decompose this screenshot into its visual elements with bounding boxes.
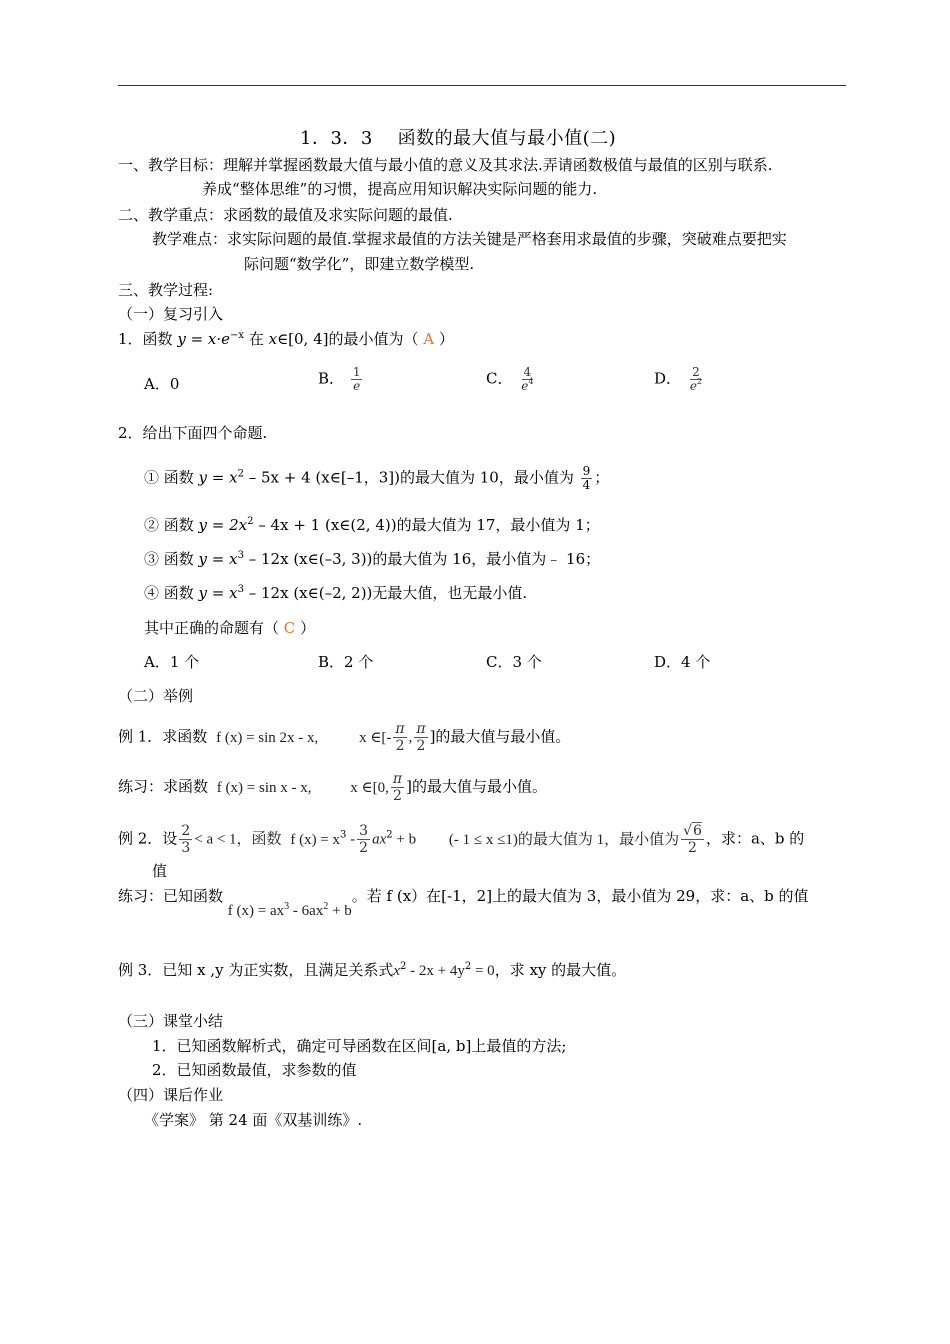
q1-prefix: 1．函数: [118, 330, 173, 348]
p1-rest: – 5x + 4 (x∈[–1，3])的最大值为 10，最小值为: [243, 468, 574, 487]
ex3-mid: - 2x + 4y: [406, 963, 465, 979]
ex2-domain: (- 1 ≤ x ≤1)的最大值为 1，最小值为: [448, 831, 680, 848]
ex2-n: 2: [181, 823, 191, 839]
q1-option-d-den-exp: 2: [696, 377, 703, 386]
header-rule: [118, 85, 846, 86]
p4-prefix: ④ 函数: [144, 584, 199, 602]
p2-prefix: ② 函数: [144, 516, 199, 534]
ex3-rest: ，求 xy 的最大值。: [494, 961, 627, 979]
q1-option-b-frac: [351, 366, 363, 393]
question-1: [118, 329, 454, 349]
q1-option-b: [318, 366, 364, 393]
ex1-prefix: 例 1．求函数: [118, 727, 208, 746]
q1-option-b-label: B．: [318, 369, 345, 388]
q1-option-a: A．0: [144, 375, 180, 393]
ex2-plus-b: + b: [392, 831, 417, 848]
p1-num: 9: [582, 464, 591, 478]
ex3-x: x: [393, 963, 400, 979]
difficulty-line-2: 际问题“数学化”，即建立数学模型.: [244, 255, 475, 273]
q2-ask-close: ）: [300, 619, 316, 637]
ex2-d2: 2: [359, 840, 369, 856]
q1-option-c-label: C．: [486, 369, 513, 388]
ex2-sqrt-den: 2: [688, 840, 697, 856]
q1-answer: A: [423, 330, 435, 348]
q1-option-d-den: e: [689, 379, 697, 393]
p3-function: y = x: [198, 550, 238, 568]
summary-item-2: 2．已知函数最值，求参数的值: [152, 1061, 357, 1079]
ex2-ax: ax: [372, 831, 387, 848]
p3-exp: 3: [237, 550, 244, 561]
homework-heading: （四）课后作业: [118, 1086, 224, 1104]
pr2-mid: - 6ax: [289, 903, 324, 919]
q1-option-c-den: e: [521, 379, 529, 393]
ex2-exp3: 3: [340, 829, 347, 841]
p1-end: ；: [594, 468, 610, 487]
q1-domain-var: x: [268, 330, 278, 348]
ex1-domain: x ∈[-: [359, 729, 392, 746]
ex1-pi-2: π: [416, 721, 426, 737]
q1-close: ）: [438, 330, 454, 348]
p4-function: y = x: [198, 584, 238, 602]
q1-option-c-den-exp: 4: [528, 377, 534, 386]
q1-option-b-num: 1: [352, 365, 361, 379]
p2-exp: 2: [247, 516, 254, 527]
ex2-prefix: 例 2．设: [118, 829, 178, 848]
p3-rest: – 12x (x∈(–3, 3))的最大值为 16，最小值为﹣ 16；: [243, 550, 601, 568]
ex2-ask: ，求：a、b 的: [705, 829, 805, 848]
ex2-minus: -: [346, 831, 356, 848]
q2-answer: C: [283, 619, 296, 637]
q1-function: y = x·e: [177, 330, 231, 348]
q1-option-d: [654, 366, 706, 393]
objectives-line-1: 一、教学目标：理解并掌握函数最大值与最小值的意义及其求法.弄请函数极值与最值的区别与联系.: [118, 156, 773, 174]
ex2-exp2: 2: [386, 829, 393, 841]
q1-option-c: [486, 366, 537, 393]
q1-option-c-num: 4: [523, 365, 532, 379]
ex2-frac-1: [179, 823, 192, 856]
ex2-condition: < a < 1，函数: [194, 831, 282, 848]
keypoints-line-1: 二、教学重点：求函数的最值及求实际问题的最值.: [118, 206, 453, 224]
pr2-function: f (x) = ax: [227, 903, 285, 919]
ex1-frac-2: [414, 721, 427, 754]
p2-function: y = 2x: [198, 516, 248, 534]
p4-exp: 3: [237, 584, 244, 595]
ex2-frac-sqrt: $\frac{√6}{2}$: [683, 823, 702, 856]
q1-exponent: −x: [230, 330, 245, 341]
example-2: [118, 823, 804, 856]
pr2-prefix: 练习：已知函数: [118, 887, 224, 905]
ex2-function: f (x) = x: [290, 831, 341, 848]
pr1-prefix: 练习：求函数: [118, 777, 209, 796]
q1-domain-rest: ∈[0, 4]的最小值为（: [277, 330, 419, 348]
practice-2: [118, 886, 809, 919]
objectives-line-2: 养成“整体思维”的习惯，提高应用知识解决实际问题的能力.: [202, 180, 598, 198]
ex1-function: f (x) = sin 2x - x,: [216, 729, 319, 746]
p1-function: y = x: [198, 468, 238, 487]
proposition-1: [144, 465, 609, 492]
ex3-exp-y: 2: [464, 961, 472, 972]
p1-den: 4: [582, 478, 591, 492]
q1-option-d-label: D．: [654, 369, 682, 388]
summary-heading: （三）课堂小结: [118, 1012, 224, 1030]
p3-prefix: ③ 函数: [144, 550, 199, 568]
q2-option-c: C．3 个: [486, 653, 542, 671]
q1-option-c-frac: [519, 366, 535, 393]
pr2-tail: + b: [328, 903, 352, 919]
homework-text: 《学案》 第 24 面《双基训练》.: [144, 1111, 363, 1129]
pr2-exp2: 2: [323, 901, 329, 912]
ex2-n2: 3: [359, 823, 369, 839]
process-heading: 三、教学过程:: [118, 281, 214, 299]
p4-rest: – 12x (x∈(–2, 2))无最大值，也无最小值.: [243, 584, 528, 602]
example-3: [118, 960, 626, 981]
page-title: 1．3．3 函数的最大值与最小值(二): [300, 128, 617, 149]
p1-exp: 2: [237, 468, 244, 480]
ex2-d: 3: [181, 840, 191, 856]
ex3-eq: = 0: [471, 963, 495, 979]
ex3-exp-x: 2: [400, 961, 407, 972]
q2-ask: [144, 618, 315, 638]
ex1-pi-1: π: [395, 721, 405, 737]
p2-rest: – 4x + 1 (x∈(2, 4))的最大值为 17，最小值为 1；: [253, 516, 600, 534]
review-heading: （一）复习引入: [118, 305, 224, 323]
proposition-2: [144, 515, 600, 535]
proposition-4: [144, 583, 527, 603]
q1-option-d-frac: [688, 366, 704, 393]
pr1-function: f (x) = sin x - x,: [216, 779, 312, 796]
ex2-frac-2: [357, 823, 370, 856]
pr2-function-wrap: [228, 903, 352, 919]
ex1-two-2: 2: [416, 738, 426, 754]
practice-1: [118, 771, 547, 804]
q2-option-a: A．1 个: [144, 653, 200, 671]
q1-option-d-num: 2: [692, 365, 700, 379]
q2-option-d: D．4 个: [654, 653, 711, 671]
q1-option-b-den: e: [353, 379, 361, 393]
pr1-frac: [391, 771, 404, 804]
ex3-prefix: 例 3．已知 x ,y 为正实数，且满足关系式: [118, 961, 394, 979]
p1-fraction: [581, 465, 593, 492]
p1-prefix: ① 函数: [144, 468, 199, 487]
q1-domain-pre: 在: [244, 330, 269, 348]
pr1-end: ]的最大值与最小值。: [406, 777, 547, 796]
pr2-exp3: 3: [284, 901, 290, 912]
pr1-pi: π: [392, 771, 403, 787]
summary-item-1: 1．已知函数解析式，确定可导函数在区间[a, b]上最值的方法;: [152, 1037, 567, 1055]
examples-heading: （二）举例: [118, 687, 194, 705]
q2-option-b: B．2 个: [318, 653, 374, 671]
pr1-domain: x ∈[0,: [350, 779, 389, 796]
example-2-wrap: 值: [152, 862, 168, 880]
q2-ask-text: 其中正确的命题有（: [144, 619, 280, 637]
question-2-intro: 2．给出下面四个命题.: [118, 424, 268, 442]
difficulty-line-1: 教学难点：求实际问题的最值.掌握求最值的方法关键是严格套用求最值的步骤，突破难点要把实: [152, 230, 787, 248]
proposition-3: [144, 549, 600, 569]
ex2-sqrt: 6: [693, 823, 702, 839]
example-1: 例 1．求函数 f (x) = sin 2x - x, x ∈[- $\frac{\pi}{2}$ , $\frac{\pi}{2}$ ]的最大值与最小值。: [118, 721, 571, 754]
pr1-two: 2: [393, 788, 402, 804]
ex1-two-1: 2: [395, 738, 405, 754]
pr2-rest: 。若 f (x）在[-1，2]上的最大值为 3，最小值为 29，求：a、b 的值: [351, 887, 809, 905]
ex1-end: ]的最大值与最小值。: [429, 727, 571, 746]
ex1-frac-1: [393, 721, 406, 754]
